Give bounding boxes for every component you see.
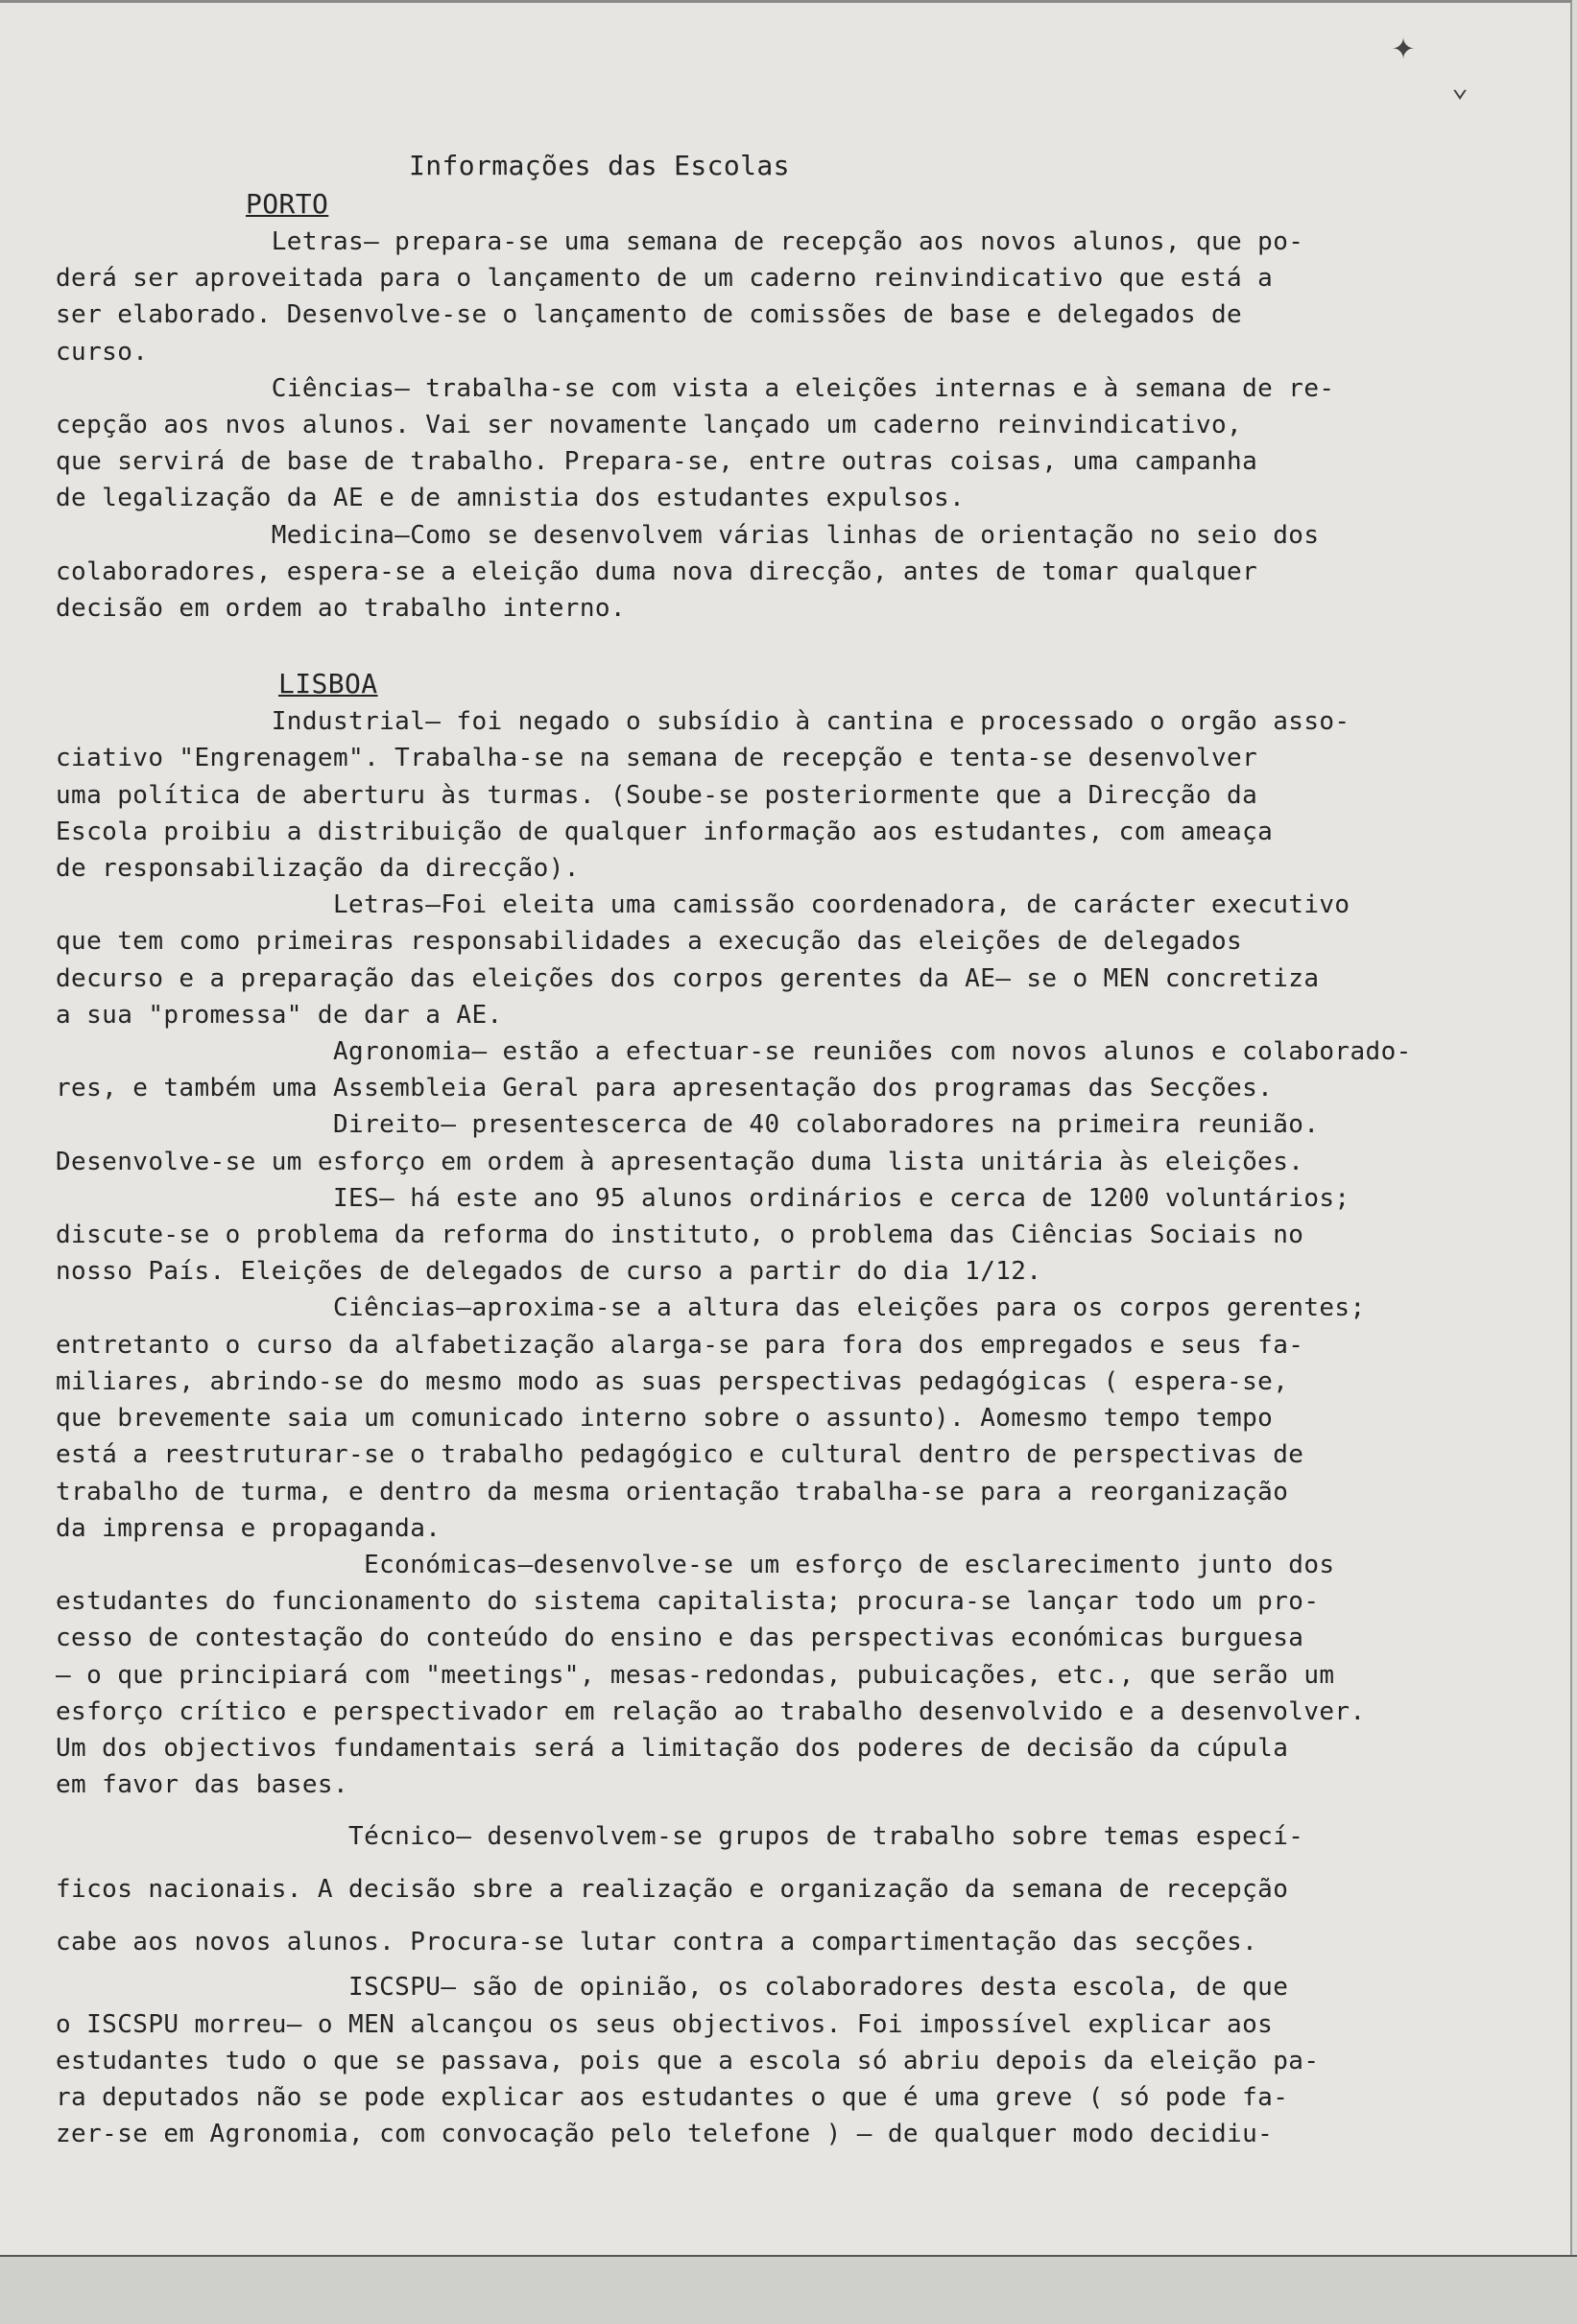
text-line: discute-se o problema da reforma do instituto, o problema das Ciências Sociais no: [56, 1221, 1304, 1250]
text-line: IES— há este ano 95 alunos ordinários e cerca de 1200 voluntários;: [56, 1183, 1350, 1213]
text-line: miliares, abrindo-se do mesmo modo as suas perspectivas pedagógicas ( espera-se,: [56, 1366, 1289, 1396]
section-title-lisboa: LISBOA: [278, 668, 378, 700]
corner-mark: ⌄: [1451, 70, 1469, 104]
text-line: Económicas—desenvolve-se um esforço de esclarecimento junto dos: [56, 1550, 1335, 1579]
text-line: Um dos objectivos fundamentais será a limitação dos poderes de decisão da cúpula: [56, 1733, 1289, 1763]
text-line: ra deputados não se pode explicar aos estudantes o que é uma greve ( só pode fa-: [56, 2082, 1289, 2112]
text-line: decurso e a preparação das eleições dos corpos gerentes da AE— se o MEN concretiza: [56, 963, 1320, 993]
text-line: — o que principiará com "meetings", mesas-redondas, pubuicações, etc., que serão um: [56, 1660, 1335, 1690]
text-line: o ISCSPU morreu— o MEN alcançou os seus objectivos. Foi impossível explicar aos: [56, 2009, 1274, 2039]
text-line: colaboradores, espera-se a eleição duma nova direcção, antes de tomar qualquer: [56, 557, 1258, 586]
text-line: Medicina—Como se desenvolvem várias linhas de orientação no seio dos: [56, 520, 1320, 550]
lisboa-tecnico-paragraph: [56, 1811, 1534, 1969]
text-line: nosso País. Eleições de delegados de curso a partir do dia 1/12.: [56, 1257, 1042, 1287]
text-line: decisão em ordem ao trabalho interno.: [56, 594, 626, 624]
text-line: em favor das bases.: [56, 1770, 349, 1800]
text-line: Letras— prepara-se uma semana de recepção aos novos alunos, que po-: [56, 227, 1304, 256]
lisboa-paragraphs: [56, 703, 1534, 1803]
text-line: estudantes tudo o que se passava, pois que a escola só abriu depois da eleição pa-: [56, 2046, 1320, 2075]
text-line: cesso de contestação do conteúdo do ensino e das perspectivas económicas burguesa: [56, 1624, 1304, 1653]
text-line: Técnico— desenvolvem-se grupos de trabalho sobre temas especí-: [56, 1822, 1304, 1852]
text-line: res, e também uma Assembleia Geral para apresentação dos programas das Secções.: [56, 1074, 1274, 1103]
text-line: Direito— presentescerca de 40 colaboradores na primeira reunião.: [56, 1110, 1320, 1140]
text-line: cepção aos nvos alunos. Vai ser novamente lançado um caderno reinvindicativo,: [56, 411, 1243, 440]
text-line: que servirá de base de trabalho. Prepara-se, entre outras coisas, uma campanha: [56, 447, 1258, 477]
text-line: de legalização da AE e de amnistia dos estudantes expulsos.: [56, 484, 966, 513]
text-line: ser elaborado. Desenvolve-se o lançamento de comissões de base e delegados de: [56, 300, 1243, 330]
text-line: que brevemente saia um comunicado interno sobre o assunto). Aomesmo tempo tempo: [56, 1404, 1274, 1434]
text-line: Industrial— foi negado o subsídio à cantina e processado o orgão asso-: [56, 707, 1350, 737]
text-line: ciativo "Engrenagem". Trabalha-se na semana de recepção e tenta-se desenvolver: [56, 744, 1258, 773]
document-body: [56, 147, 1534, 2152]
text-line: uma política de aberturu às turmas. (Soube-se posteriormente que a Direcção da: [56, 780, 1258, 810]
page-title: Informações das Escolas: [409, 150, 790, 181]
text-line: cabe aos novos alunos. Procura-se lutar contra a compartimentação das secções.: [56, 1928, 1258, 1957]
text-line: derá ser aproveitada para o lançamento de um caderno reinvindicativo que está a: [56, 264, 1274, 294]
spacer: [56, 1803, 1534, 1811]
text-line: que tem como primeiras responsabilidades a execução das eleições de delegados: [56, 927, 1243, 957]
text-line: entretanto o curso da alfabetização alarga-se para fora dos empregados e seus fa-: [56, 1330, 1304, 1360]
text-line: Escola proibiu a distribuição de qualquer informação aos estudantes, com ameaça: [56, 817, 1274, 846]
text-line: Desenvolve-se um esforço em ordem à apresentação duma lista unitária às eleições.: [56, 1147, 1304, 1176]
text-line: Ciências—aproxima-se a altura das eleições para os corpos gerentes;: [56, 1293, 1366, 1323]
lisboa-iscspu-paragraph: [56, 1969, 1534, 2152]
text-line: Letras—Foi eleita uma camissão coordenadora, de carácter executivo: [56, 890, 1350, 920]
text-line: ISCSPU— são de opinião, os colaboradores desta escola, de que: [56, 1973, 1289, 2003]
section-title-porto: PORTO: [246, 188, 329, 220]
porto-paragraphs: [56, 224, 1534, 627]
text-line: Agronomia— estão a efectuar-se reuniões com novos alunos e colaborado-: [56, 1037, 1412, 1067]
text-line: esforço crítico e perspectivador em relação ao trabalho desenvolvido e a desenvolver.: [56, 1696, 1366, 1726]
text-line: está a reestruturar-se o trabalho pedagógico e cultural dentro de perspectivas de: [56, 1440, 1304, 1470]
text-line: Ciências— trabalha-se com vista a eleições internas e à semana de re-: [56, 373, 1335, 403]
text-line: curso.: [56, 337, 149, 367]
text-line: a sua "promessa" de dar a AE.: [56, 1000, 503, 1030]
text-line: da imprensa e propaganda.: [56, 1513, 442, 1543]
page-bottom-edge: [0, 2255, 1577, 2324]
corner-mark: ✦: [1392, 24, 1416, 68]
text-line: ficos nacionais. A decisão sbre a realização e organização da semana de recepção: [56, 1875, 1289, 1905]
text-line: trabalho de turma, e dentro da mesma orientação trabalha-se para a reorganização: [56, 1477, 1289, 1506]
text-line: de responsabilização da direcção).: [56, 854, 580, 884]
text-line: estudantes do funcionamento do sistema capitalista; procura-se lançar todo um pro-: [56, 1587, 1320, 1617]
text-line: zer-se em Agronomia, com convocação pelo telefone ) — de qualquer modo decidiu-: [56, 2120, 1274, 2149]
